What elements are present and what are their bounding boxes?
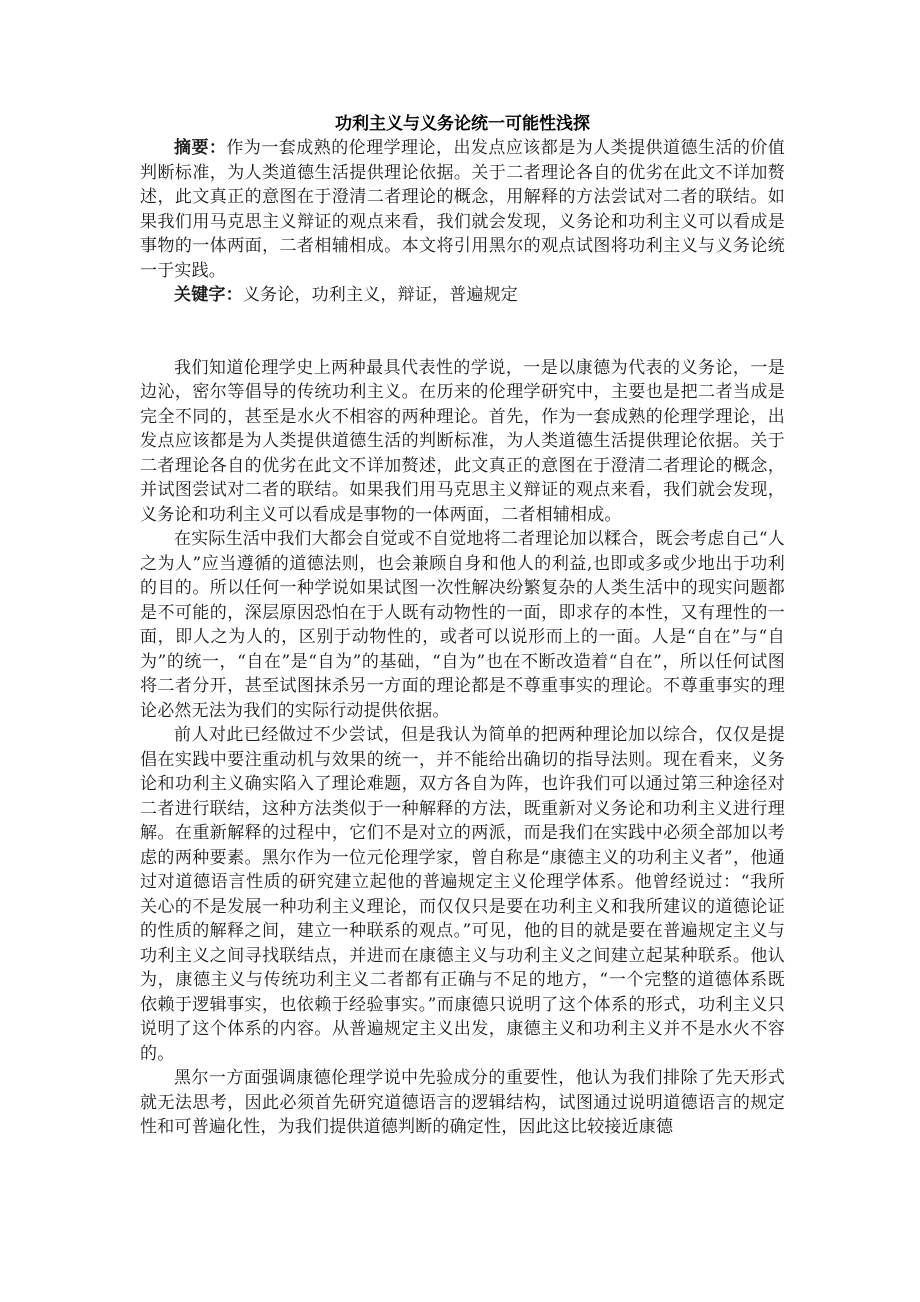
body-paragraph-3: 前人对此已经做过不少尝试，但是我认为简单的把两种理论加以综合，仅仅是提倡在实践中要注重动机与效果的统一，并不能给出确切的指导法则。现在看来，义务论和功利主义确实陷入了理论难题，双方各自为阵，也许我们可以通过第三种途径对二者进行联结，这种方法类似于一种解释的方法，既重新对义务论和功利主义进行理解。在重新解释的过程中，它们不是对立的两派，而是我们在实践中必须全部加以考虑的两种要素。黑尔作为一位元伦理学家，曾自称是“康德主义的功利主义者”，他通过对道德语言性质的研究建立起他的普遍规定主义伦理学体系。他曾经说过：“我所关心的不是发展一种功利主义理论，而仅仅只是要在功利主义和我所建议的道德论证的性质的解释之间，建立一种联系的观点。”可见，他的目的就是要在普遍规定主义与功利主义之间寻找联结点，并进而在康德主义与功利主义之间建立起某种联系。他认为，康德主义与传统功利主义二者都有正确与不足的地方，“一个完整的道德体系既依赖于逻辑事实，也依赖于经验事实。”而康德只说明了这个体系的形式，功利主义只说明了这个体系的内容。从普遍规定主义出发，康德主义和功利主义并不是水火不容的。 (140, 725, 785, 1064)
document-title: 功利主义与义务论统一可能性浅探 (335, 114, 590, 134)
abstract-label: 摘要： (174, 138, 227, 158)
abstract (140, 136, 785, 283)
body-paragraph-2: 在实际生活中我们大都会自觉或不自觉地将二者理论加以糅合，既会考虑自己“人之为人”应当遵循的道德法则，也会兼顾自身和他人的利益,也即或多或少地出于功利的目的。所以任何一种学说如果试图一次性解决纷繁复杂的人类生活中的现实问题都是不可能的，深层原因恐怕在于人既有动物性的一面，即求存的本性，又有理性的一面，即人之为人的，区别于动物性的，或者可以说形而上的一面。人是“自在”与“自为”的统一，“自在”是“自为”的基础，“自为”也在不断改造着“自在”，所以任何试图将二者分开，甚至试图抹杀另一方面的理论都是不尊重事实的理论。不尊重事实的理论必然无法为我们的实际行动提供依据。 (140, 529, 785, 721)
section-spacer (140, 308, 785, 356)
document-page (140, 112, 785, 1140)
abstract-text: 作为一套成熟的伦理学理论，出发点应该都是为人类提供道德生活的价值判断标准，为人类道德生活提供理论依据。关于二者理论各自的优劣在此文不详加赘述，此文真正的意图在于澄清二者理论的概念，用解释的方法尝试对二者的联结。如果我们用马克思主义辩证的观点来看，我们就会发现，义务论和功利主义可以看成是事物的一体两面，二者相辅相成。本文将引用黑尔的观点试图将功利主义与义务论统一于实践。 (140, 138, 785, 281)
body-paragraph-4: 黑尔一方面强调康德伦理学说中先验成分的重要性，他认为我们排除了先天形式就无法思考，因此必须首先研究道德语言的逻辑结构，试图通过说明道德语言的规定性和可普遍化性，为我们提供道德判断的确定性，因此这比较接近康德 (140, 1068, 785, 1137)
keywords (140, 283, 785, 308)
body-paragraph-1: 我们知道伦理学史上两种最具代表性的学说，一是以康德为代表的义务论，一是边沁，密尔等倡导的传统功利主义。在历来的伦理学研究中，主要也是把二者当成是完全不同的，甚至是水火不相容的两种理论。首先，作为一套成熟的伦理学理论，出发点应该都是为人类提供道德生活的判断标准，为人类道德生活提供理论依据。关于二者理论各自的优劣在此文不详加赘述，此文真正的意图在于澄清二者理论的概念，并试图尝试对二者的联结。如果我们用马克思主义辩证的观点来看，我们就会发现，义务论和功利主义可以看成是事物的一体两面，二者相辅相成。 (140, 357, 785, 525)
keywords-text: 义务论，功利主义，辩证，普遍规定 (242, 285, 519, 305)
keywords-label: 关键字： (174, 285, 243, 305)
